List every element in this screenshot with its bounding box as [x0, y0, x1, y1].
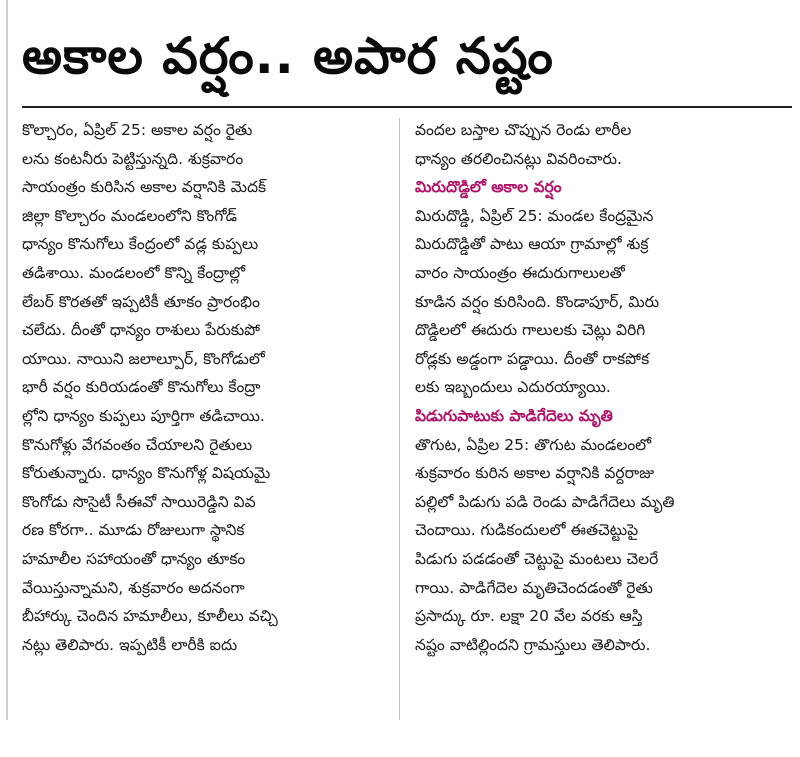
article-line: కొనుగోళ్లు వేగవంతం చేయాలని రైతులు: [22, 435, 253, 454]
article-line: సాయంత్రం కురిసిన అకాల వర్షానికి మెదక్: [22, 178, 267, 197]
article-line: లకు ఇబ్బందులు ఎదురయ్యాయి.: [415, 378, 611, 397]
article-line: హమాలీల సహాయంతో ధాన్యం తూకం: [22, 549, 246, 568]
section1-body: [415, 202, 787, 402]
article-line: నష్టం వాటిల్లిందని గ్రామస్తులు తెలిపారు.: [415, 635, 651, 654]
bottom-margin: [0, 722, 800, 757]
article-line: పల్లిలో పిడుగు పడి రెండు పాడిగేదెలు మృతి: [415, 492, 675, 511]
article-line: మిరుదొడ్డి, ఏప్రిల్ 25: మండల కేంద్రమైన: [415, 206, 654, 225]
article-line: చెందాయి. గుడికందులలో ఈతచెట్టుపై: [415, 521, 639, 540]
article-line: భారీ వర్షం కురియడంతో కొనుగోలు కేంద్రా: [22, 378, 261, 397]
left-column: [22, 116, 387, 659]
article-line: తడిశాయి. మండలంలో కొన్ని కేంద్రాల్లో: [22, 263, 246, 282]
subheading-miruddoddi: మిరుదొడ్డిలో అకాల వర్షం: [415, 178, 562, 197]
article-line: ధాన్యం కొనుగోలు కేంద్రంలో వడ్ల కుప్పలు: [22, 235, 259, 254]
subheading-pidugupatu: పిడుగుపాటుకు పాడిగేదెలు మృతి: [415, 406, 613, 425]
article-line: మిరుదొడ్డితో పాటు ఆయా గ్రామాల్లో శుక్ర: [415, 235, 649, 254]
section2-body: [415, 431, 787, 660]
headline-rule: [22, 106, 792, 108]
page-edge-rule: [6, 0, 8, 720]
article-line: రోడ్లకు అడ్డంగా పడ్డాయి. దీంతో రాకపోక: [415, 349, 650, 368]
article-line: కోరుతున్నారు. ధాన్యం కొనుగోళ్ల విషయమై: [22, 464, 271, 483]
article-line: పిడుగు పడడంతో చెట్టుపై మంటలు చెలరే: [415, 549, 659, 568]
article-line: లేబర్ కొరతతో ఇప్పటికీ తూకం ప్రారంభిం: [22, 292, 260, 311]
column-divider: [399, 118, 400, 720]
article-line: లను కంటనీరు పెట్టిస్తున్నది. శుక్రవారం: [22, 149, 244, 168]
article-line: గాయి. పాడిగేదెల మృతిచెందడంతో రైతు: [415, 578, 653, 597]
article-line: కొల్చారం, ఏప్రిల్ 25: అకాల వర్షం రైతు: [22, 121, 253, 139]
right-column: [415, 116, 787, 659]
article-line: యాయి. నాయిని జలాల్పూర్, కొంగోడులో: [22, 349, 265, 368]
article-line: నట్లు తెలిపారు. ఇప్పటికీ లారీకి ఐదు: [22, 635, 238, 654]
right-intro: [415, 116, 787, 173]
article-line: వందల బస్తాల చొప్పున రెండు లారీల: [415, 121, 632, 139]
article-line: తొగుట, ఏప్రిల 25: తొగుట మండలంలో: [415, 435, 652, 454]
article-line: రణ కోరగా.. మూడు రోజులుగా స్థానిక: [22, 521, 245, 540]
article-line: చలేదు. దీంతో ధాన్యం రాశులు పేరుకుపో: [22, 321, 261, 340]
article-line: వారం సాయంత్రం ఈదురుగాలులతో: [415, 263, 625, 282]
article-line: దొడ్డిలలో ఈదురు గాలులకు చెట్లు విరిగి: [415, 321, 646, 340]
article-line: ప్రసాద్కు రూ. లక్షా 20 వేల వరకు ఆస్తి: [415, 607, 643, 626]
article-line: శుక్రవారం కురిన అకాల వర్షానికి వర్దరాజు: [415, 464, 655, 483]
article-line: జిల్లా కొల్చారం మండలంలోని కొంగోడ్: [22, 206, 238, 225]
article-line: బీహార్కు చెందిన హమాలీలు, కూలీలు వచ్చి: [22, 607, 278, 626]
article-line: ధాన్యం తరలించినట్లు వివరించారు.: [415, 149, 622, 168]
article-line: కొంగోడు సొసైటీ సీఈవో సాయిరెడ్డిని వివ: [22, 492, 256, 511]
article-line: ల్లోని ధాన్యం కుప్పలు పూర్తిగా తడిచాయి.: [22, 406, 265, 425]
article-line: కూడిన వర్షం కురిసింది. కొండాపూర్, మిరు: [415, 292, 660, 311]
headline: అకాల వర్షం.. అపార నష్టం: [22, 27, 554, 85]
article-line: వేయిస్తున్నామని, శుక్రవారం అదనంగా: [22, 578, 245, 597]
